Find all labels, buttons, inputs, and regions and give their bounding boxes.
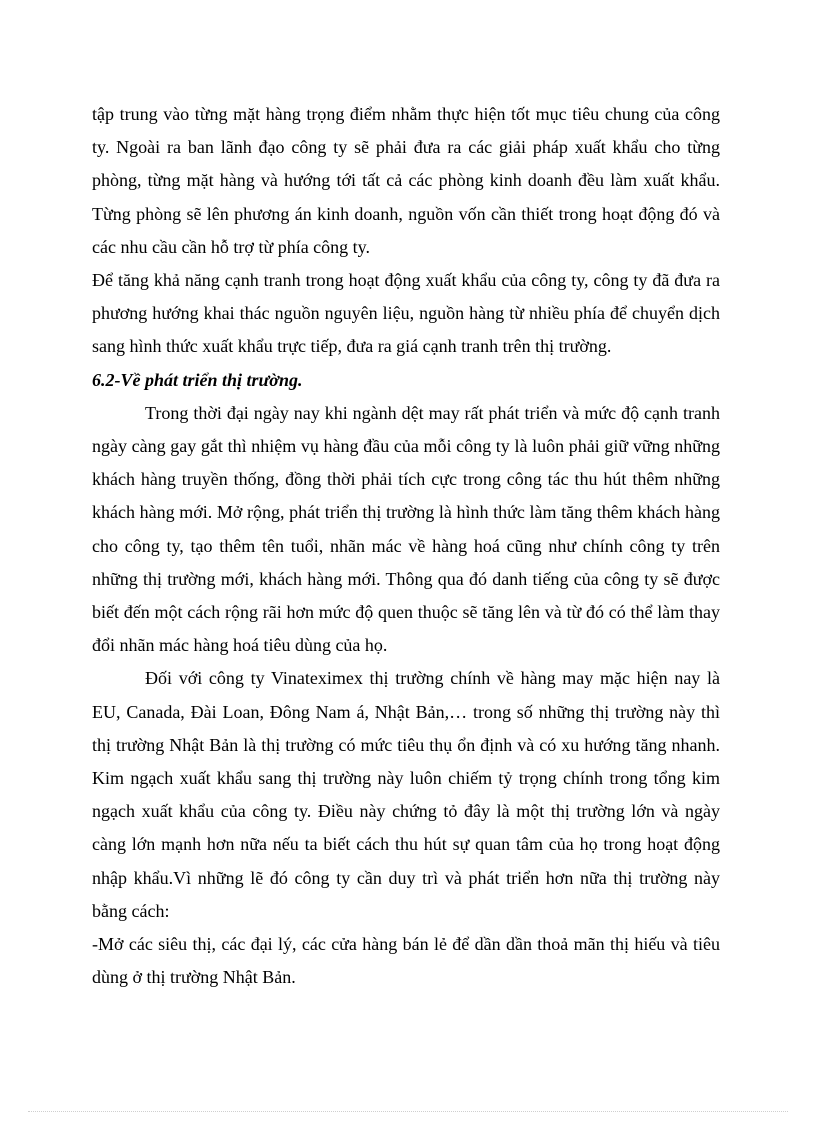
- paragraph-competitiveness: Để tăng khả năng cạnh tranh trong hoạt động xuất khẩu của công ty, công ty đã đưa ra phương hướng khai thác nguồn nguyên liệu, nguồn hàng từ nhiều phía để chuyển dịch sang hình thức xuất khẩu trực tiếp, đưa ra giá cạnh tranh trên thị trường.: [92, 270, 720, 357]
- paragraph-export-solutions: tập trung vào từng mặt hàng trọng điểm nhằm thực hiện tốt mục tiêu chung của công ty. Ngoài ra ban lãnh đạo công ty sẽ phải đưa ra các giải pháp xuất khẩu cho từng phòng, từng mặt hàng và hướng tới tất cả các phòng kinh doanh đều làm xuất khẩu. Từng phòng sẽ lên phương án kinh doanh, nguồn vốn cần thiết trong hoạt động đó và các nhu cầu cần hỗ trợ từ phía công ty.: [92, 104, 720, 257]
- list-item-retail-outlets: -Mở các siêu thị, các đại lý, các cửa hàng bán lẻ để dần dần thoả mãn thị hiếu và tiêu dùng ở thị trường Nhật Bản.: [92, 934, 720, 988]
- document-body: [92, 98, 720, 994]
- paragraph-market-expansion: Trong thời đại ngày nay khi ngành dệt may rất phát triển và mức độ cạnh tranh ngày càng gay gắt thì nhiệm vụ hàng đầu của mỗi công ty là luôn phải giữ vững những khách hàng truyền thống, đồng thời phải tích cực trong công tác thu hút thêm những khách hàng mới. Mở rộng, phát triển thị trường là hình thức làm tăng thêm khách hàng cho công ty, tạo thêm tên tuổi, nhãn mác về hàng hoá cũng như chính công ty trên những thị trường mới, khách hàng mới. Thông qua đó danh tiếng của công ty sẽ được biết đến một cách rộng rãi hơn mức độ quen thuộc sẽ tăng lên và từ đó có thể làm thay đổi nhãn mác hàng hoá tiêu dùng của họ.: [92, 402, 720, 656]
- page-bottom-divider: [28, 1111, 788, 1112]
- section-heading-market-development: 6.2-Về phát triển thị trường.: [92, 369, 303, 390]
- paragraph-japan-market: Đối với công ty Vinateximex thị trường chính về hàng may mặc hiện nay là EU, Canada, Đài Loan, Đông Nam á, Nhật Bản,… trong số những thị trường này thì thị trường Nhật Bản là thị trường có mức tiêu thụ ổn định và có xu hướng tăng nhanh. Kim ngạch xuất khẩu sang thị trường này luôn chiếm tỷ trọng chính trong tổng kim ngạch xuất khẩu của công ty. Điều này chứng tỏ đây là một thị trường lớn và ngày càng lớn mạnh hơn nữa nếu ta biết cách thu hút sự quan tâm của họ trong hoạt động nhập khẩu.Vì những lẽ đó công ty cần duy trì và phát triển hơn nữa thị trường này bằng cách:: [92, 668, 720, 921]
